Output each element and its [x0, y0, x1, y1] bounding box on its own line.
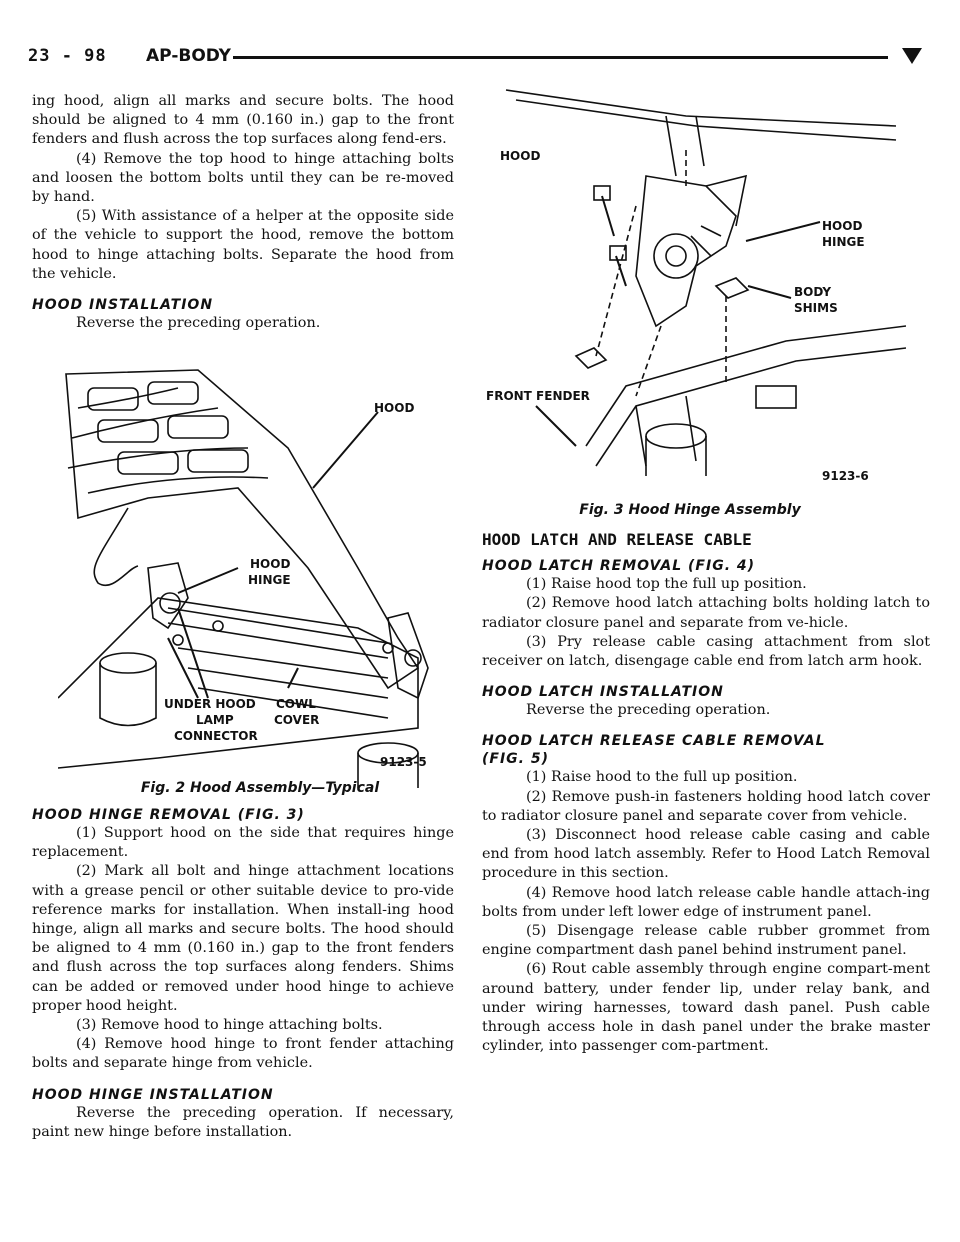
paragraph: (2) Remove push-in fasteners holding hood latch cover to radiator closure panel and separate cover from vehicle.	[482, 788, 930, 824]
figure-code: 9123-6	[822, 469, 869, 483]
paragraph: (2) Remove hood latch attaching bolts holding latch to radiator closure panel and separate from ve-hicle.	[482, 595, 930, 631]
hood-hinge-illustration	[486, 86, 906, 494]
page-header	[28, 44, 928, 74]
label-hood: HOOD	[500, 149, 541, 163]
paragraph: (3) Remove hood to hinge attaching bolts.	[76, 1017, 383, 1034]
latch-cable-heading: HOOD LATCH AND RELEASE CABLE	[482, 530, 752, 549]
label-hood-hinge-1: HOOD	[250, 557, 291, 571]
paragraph: (3) Disconnect hood release cable casing and cable end from hood latch assembly. Refer to Hood Latch Removal procedure in this section.	[482, 827, 930, 882]
label-lamp-2: LAMP	[196, 713, 234, 727]
label-body-shims-1: BODY	[794, 285, 832, 299]
paragraph: (6) Rout cable assembly through engine compart-ment around battery, under fender lip, under relay bank, and under wiring harnesses, toward dash panel. Push cable through access hole in dash panel under the brake master cylinder, into passenger com-partment.	[482, 961, 930, 1055]
paragraph: (5) Disengage release cable rubber grommet from engine compartment dash panel behind instrument panel.	[482, 923, 930, 959]
paragraph: (4) Remove hood latch release cable handle attach-ing bolts from under left lower edge of instrument panel.	[482, 884, 930, 920]
figure-code: 9123-5	[380, 755, 427, 769]
label-lamp-1: UNDER HOOD	[164, 697, 256, 711]
label-hood-hinge-2: HINGE	[822, 235, 865, 249]
label-hood-hinge-1: HOOD	[822, 219, 863, 233]
paragraph: (2) Mark all bolt and hinge attachment locations with a grease pencil or other suitable device to pro-vide reference marks for installation. When install-ing hood hinge, align all marks and secure bolts. The hood should be aligned to 4 mm (0.160 in.) gap to the front fenders and flush across the top surfaces along fenders. Shims can be added or removed under hood hinge to achieve proper hood height.	[32, 863, 454, 1014]
paragraph: Reverse the preceding operation. If necessary, paint new hinge before installation.	[32, 1104, 454, 1140]
label-cowl-1: COWL	[276, 697, 316, 711]
paragraph: Reverse the preceding operation.	[526, 702, 771, 719]
paragraph: (3) Pry release cable casing attachment from slot receiver on latch, disengage cable end from latch arm hook.	[482, 633, 930, 670]
paragraph: (4) Remove hood hinge to front fender attaching bolts and separate hinge from vehicle.	[32, 1036, 454, 1072]
figure-2	[58, 368, 454, 800]
right-column	[482, 530, 930, 1056]
hinge-removal-heading: HOOD HINGE REMOVAL (FIG. 3)	[32, 807, 305, 823]
figure-3	[486, 86, 906, 494]
cable-removal-heading-2: (FIG. 5)	[482, 751, 549, 768]
hinge-installation-heading: HOOD HINGE INSTALLATION	[32, 1086, 274, 1103]
left-column-top	[32, 92, 454, 333]
paragraph: (1) Support hood on the side that requires hinge replacement.	[32, 825, 454, 861]
paragraph: (1) Raise hood to the full up position.	[526, 769, 798, 786]
label-lamp-3: CONNECTOR	[174, 729, 258, 743]
paragraph: ing hood, align all marks and secure bolts. The hood should be aligned to 4 mm (0.160 in.) gap to the front fenders and flush across the top surfaces along fend-ers.	[32, 93, 454, 148]
hood-installation-heading: HOOD INSTALLATION	[32, 297, 214, 314]
label-cowl-2: COVER	[274, 713, 320, 727]
section-title: AP-BODY	[146, 46, 231, 66]
cable-removal-heading: HOOD LATCH RELEASE CABLE REMOVAL	[482, 733, 826, 750]
left-column-bottom	[32, 806, 454, 1142]
figure-2-caption: Fig. 2 Hood Assembly—Typical	[140, 780, 380, 796]
paragraph: (4) Remove the top hood to hinge attaching bolts and loosen the bottom bolts until they can be re-moved by hand.	[32, 150, 454, 206]
label-front-fender: FRONT FENDER	[486, 389, 590, 403]
figure-3-caption: Fig. 3 Hood Hinge Assembly	[579, 502, 801, 518]
header-rule	[233, 56, 888, 59]
paragraph: (1) Raise hood top the full up position.	[526, 576, 807, 593]
latch-installation-heading: HOOD LATCH INSTALLATION	[482, 684, 724, 701]
hood-assembly-illustration	[58, 368, 454, 800]
paragraph: Reverse the preceding operation.	[76, 315, 321, 332]
latch-removal-heading: HOOD LATCH REMOVAL (FIG. 4)	[482, 558, 756, 575]
page-number: 23 - 98	[28, 46, 107, 66]
triangle-marker-icon	[902, 48, 922, 64]
label-hood-hinge-2: HINGE	[248, 573, 291, 587]
label-hood: HOOD	[374, 401, 415, 415]
paragraph: (5) With assistance of a helper at the opposite side of the vehicle to support the hood, remove the bottom hood to hinge attaching bolts. Separate the hood from the vehicle.	[32, 208, 454, 282]
label-body-shims-2: SHIMS	[794, 301, 838, 315]
